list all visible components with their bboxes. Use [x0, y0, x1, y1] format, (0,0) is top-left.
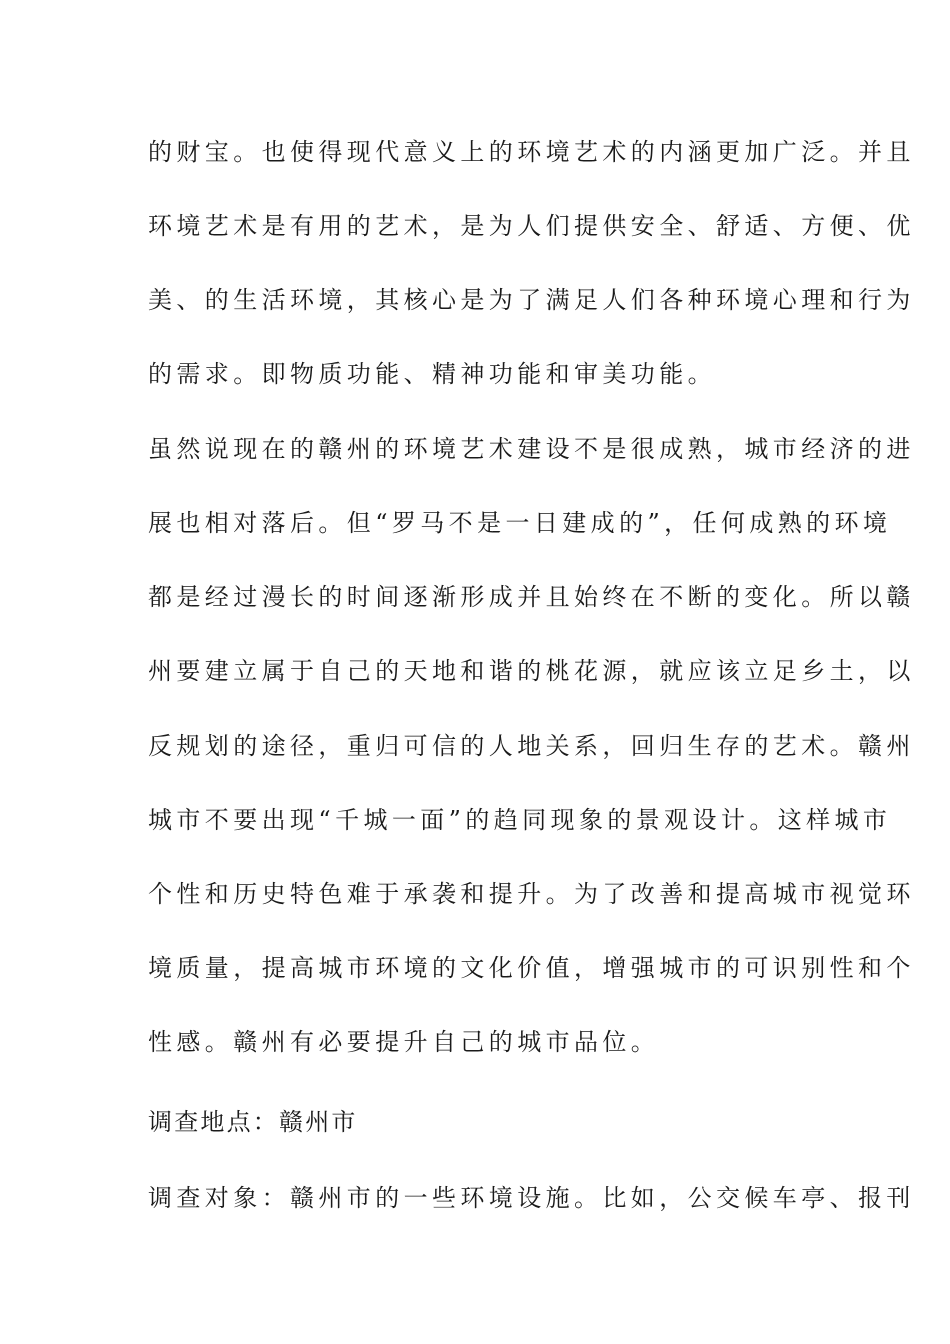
paragraph-2-line-2: 展也相对落后。但“罗马不是一日建成的”，任何成熟的环境: [148, 509, 892, 537]
paragraph-2-line-7: 个性和历史特色难于承袭和提升。为了改善和提高城市视觉环: [148, 880, 915, 908]
survey-location: 调查地点：赣州市: [148, 1108, 358, 1136]
paragraph-2-line-9: 性感。赣州有必要提升自己的城市品位。: [148, 1028, 660, 1056]
paragraph-1-line-3: 美、的生活环境，其核心是为了满足人们各种环境心理和行为: [148, 286, 915, 314]
paragraph-1-line-4: 的需求。即物质功能、精神功能和审美功能。: [148, 360, 716, 388]
paragraph-2-line-1: 虽然说现在的赣州的环境艺术建设不是很成熟，城市经济的进: [148, 435, 915, 463]
paragraph-2-line-6: 城市不要出现“千城一面”的趋同现象的景观设计。这样城市: [148, 806, 892, 834]
paragraph-2-line-8: 境质量，提高城市环境的文化价值，增强城市的可识别性和个: [148, 954, 915, 982]
paragraph-1-line-2: 环境艺术是有用的艺术，是为人们提供安全、舒适、方便、优: [148, 212, 915, 240]
paragraph-2-line-4: 州要建立属于自己的天地和谐的桃花源，就应该立足乡土，以: [148, 657, 915, 685]
paragraph-1-line-1: 的财宝。也使得现代意义上的环境艺术的内涵更加广泛。并且: [148, 138, 915, 166]
paragraph-2-line-5: 反规划的途径，重归可信的人地关系，回归生存的艺术。赣州: [148, 732, 915, 760]
paragraph-2-line-3: 都是经过漫长的时间逐渐形成并且始终在不断的变化。所以赣: [148, 583, 915, 611]
survey-target: 调查对象：赣州市的一些环境设施。比如，公交候车亭、报刊: [148, 1184, 915, 1212]
